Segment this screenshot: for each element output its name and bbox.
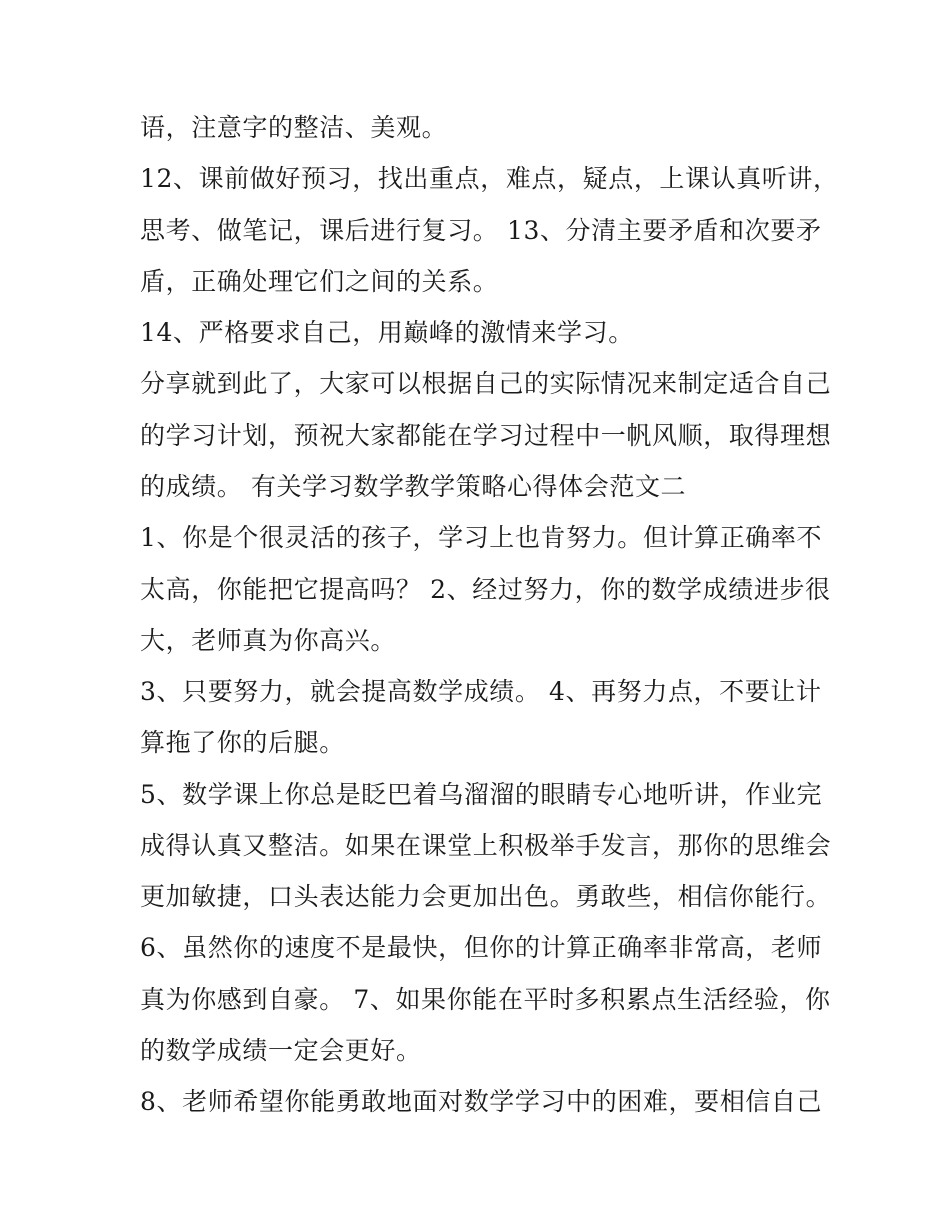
text-line-13: 算拖了你的后腿。	[140, 728, 345, 757]
text-line-9: 1、你是个很灵活的孩子，学习上也肯努力。但计算正确率不	[140, 523, 823, 552]
text-line-8: 的成绩。 有关学习数学教学策略心得体会范文二	[140, 472, 687, 501]
text-line-16: 更加敏捷，口头表达能力会更加出色。勇敢些，相信你能行。	[140, 882, 832, 911]
text-line-10: 太高，你能把它提高吗？ 2、经过努力，你的数学成绩进步很	[140, 575, 831, 604]
text-line-3: 思考、做笔记，课后进行复习。 13、分清主要矛盾和次要矛	[140, 216, 822, 245]
text-line-19: 的数学成绩一定会更好。	[140, 1036, 422, 1065]
text-line-17: 6、虽然你的速度不是最快，但你的计算正确率非常高，老师	[140, 933, 823, 962]
text-line-1: 语，注意字的整洁、美观。	[140, 113, 448, 142]
text-line-20: 8、老师希望你能勇敢地面对数学学习中的困难，要相信自己	[140, 1087, 823, 1116]
text-line-6: 分享就到此了，大家可以根据自己的实际情况来制定适合自己	[140, 369, 832, 398]
text-line-4: 盾，正确处理它们之间的关系。	[140, 267, 499, 296]
text-line-7: 的学习计划，预祝大家都能在学习过程中一帆风顺，取得理想	[140, 421, 832, 450]
text-line-15: 成得认真又整洁。如果在课堂上积极举手发言，那你的思维会	[140, 831, 832, 860]
text-line-5: 14、严格要求自己，用巅峰的激情来学习。	[140, 318, 634, 347]
text-line-2: 12、课前做好预习，找出重点，难点，疑点，上课认真听讲，	[140, 164, 839, 193]
text-line-14: 5、数学课上你总是眨巴着乌溜溜的眼睛专心地听讲，作业完	[140, 780, 823, 809]
text-line-12: 3、只要努力，就会提高数学成绩。 4、再努力点，不要让计	[140, 677, 822, 706]
text-line-11: 大，老师真为你高兴。	[140, 626, 397, 655]
text-line-18: 真为你感到自豪。 7、如果你能在平时多积累点生活经验，你	[140, 985, 831, 1014]
